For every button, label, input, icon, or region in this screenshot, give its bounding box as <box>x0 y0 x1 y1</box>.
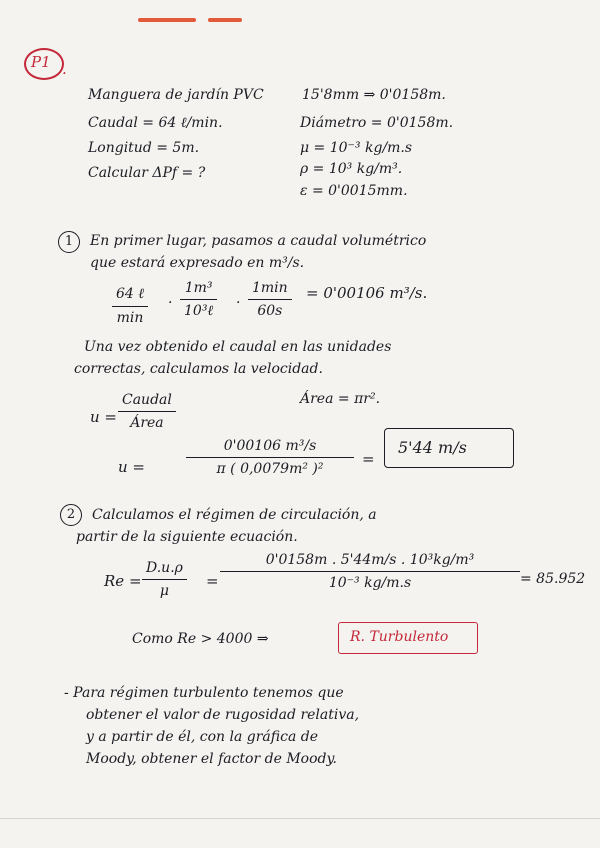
regime-result: R. Turbulento <box>350 629 449 645</box>
problem-label: P1 <box>31 53 51 71</box>
step-1-text: Una vez obtenido el caudal en las unidades <box>84 339 392 355</box>
velocity-lhs: u = <box>90 408 117 426</box>
step-1-line: En primer lugar, pasamos a caudal volumétrico <box>90 233 427 249</box>
step-2-line: partir de la siguiente ecuación. <box>76 529 298 545</box>
conv-frac-c: 1min 60s <box>248 280 292 319</box>
closing-line: - Para régimen turbulento tenemos que <box>64 685 344 701</box>
velocity-frac: Caudal Área <box>118 392 176 431</box>
data-left-line: Longitud = 5m. <box>88 140 200 156</box>
reynolds-frac: $\frac{D.u.\rho}{\mu}$ <box>142 560 187 599</box>
problem-label-dot: . <box>62 60 67 78</box>
data-right-line: μ = 10⁻³ kg/m.s <box>300 140 413 156</box>
orange-mark <box>208 18 242 22</box>
data-left-line: Manguera de jardín PVC <box>88 87 264 103</box>
orange-mark <box>138 18 196 22</box>
conv-frac-b: 1m³ 10³ℓ <box>180 280 217 320</box>
step-1-text: correctas, calculamos la velocidad. <box>74 361 323 377</box>
data-right-line: ρ = 10³ kg/m³. <box>300 161 403 177</box>
data-left-line: Calcular ΔPf = ? <box>88 165 206 181</box>
velocity-result: 5'44 m/s <box>398 438 467 457</box>
data-right-line: 15'8mm ⇒ 0'0158m. <box>302 87 446 103</box>
area-formula: Área = πr². <box>300 391 381 407</box>
velocity-lhs: u = <box>118 458 145 476</box>
regime-condition: Como Re > 4000 ⇒ <box>132 631 269 647</box>
velocity-calc-frac: $\frac{\text{0'00106 m³/s}}{\text{π ( 0,0079m² )²}}$ <box>186 438 354 477</box>
dot: · <box>236 295 241 311</box>
step-2-line: Calculamos el régimen de circulación, a <box>92 507 377 523</box>
closing-line: y a partir de él, con la gráfica de <box>86 729 318 745</box>
data-right-line: Diámetro = 0'0158m. <box>300 115 454 131</box>
step-2-circle: 2 <box>60 504 82 526</box>
dot: · <box>168 295 173 311</box>
closing-line: Moody, obtener el factor de Moody. <box>86 751 337 767</box>
reynolds-lhs: Re = <box>104 572 142 590</box>
page-bottom-line <box>0 818 600 819</box>
conv-frac-a: 64 ℓ min <box>112 286 148 326</box>
reynolds-calc-frac: $\frac{\text{0'0158m . 5'44m/s . 10³kg/m³}}{\text{10⁻³ kg/m.s}}$ <box>220 552 520 591</box>
conv-result: = 0'00106 m³/s. <box>306 284 428 302</box>
closing-line: obtener el valor de rugosidad relativa, <box>86 707 360 723</box>
reynolds-result: = 85.952 <box>520 571 586 587</box>
equals-sign: = <box>362 450 375 468</box>
step-1-circle: 1 <box>58 231 80 253</box>
step-1-line: que estará expresado en m³/s. <box>90 255 305 271</box>
data-left-line: Caudal = 64 ℓ/min. <box>88 115 223 131</box>
data-right-line: ε = 0'0015mm. <box>300 183 408 199</box>
equals-sign: = <box>206 572 219 590</box>
